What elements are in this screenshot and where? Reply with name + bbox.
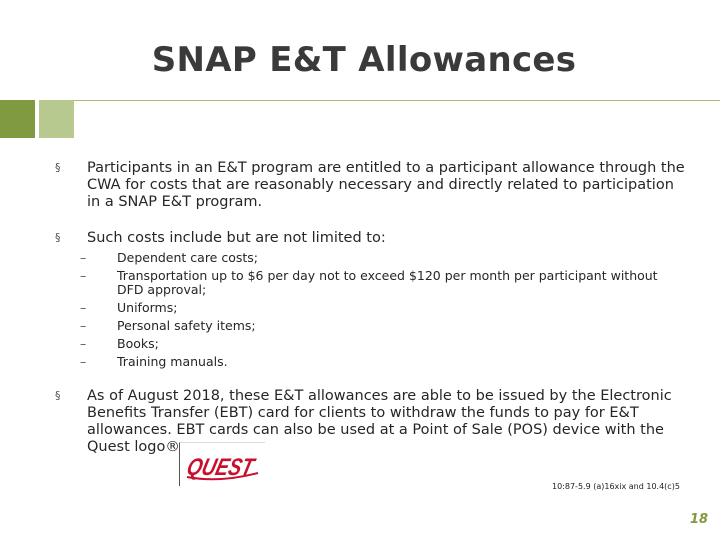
list-item bbox=[80, 317, 680, 335]
citation: 10:87-5.9 (a)16xix and 10.4(c)5 bbox=[552, 482, 680, 491]
accent-square-light bbox=[39, 100, 74, 138]
list-item-text: Training manuals. bbox=[117, 354, 228, 369]
list-item bbox=[80, 267, 680, 299]
list-item bbox=[80, 299, 680, 317]
list-item bbox=[80, 335, 680, 353]
bullet-icon: § bbox=[55, 389, 61, 402]
list-item-text: Dependent care costs; bbox=[117, 250, 259, 265]
dash-icon: – bbox=[80, 268, 87, 283]
list-item-text: Books; bbox=[117, 336, 159, 351]
dash-icon: – bbox=[80, 250, 87, 265]
list-item-text: Uniforms; bbox=[117, 300, 178, 315]
header-divider-line bbox=[74, 100, 720, 101]
page-number: 18 bbox=[690, 512, 709, 527]
bullet-icon: § bbox=[55, 161, 61, 174]
bullet-text-1: Participants in an E&T program are entitled to a participant allowance through the CWA for costs that are reasonably necessary and directly related to participation in a SNAP E&T program. bbox=[87, 160, 685, 210]
bullet-icon: § bbox=[55, 231, 61, 244]
list-item bbox=[80, 353, 680, 371]
dash-icon: – bbox=[80, 354, 87, 369]
sub-list bbox=[80, 249, 680, 371]
slide-title: SNAP E&T Allowances bbox=[151, 40, 577, 80]
bullet-text-2: Such costs include but are not limited to: bbox=[87, 230, 386, 246]
list-item bbox=[80, 249, 680, 267]
quest-logo bbox=[179, 442, 274, 486]
dash-icon: – bbox=[80, 336, 87, 351]
list-item-text: Transportation up to $6 per day not to exceed $120 per month per participant without DFD approval; bbox=[117, 268, 658, 297]
bullet-text-3: As of August 2018, these E&T allowances are able to be issued by the Electronic Benefits Transfer (EBT) card for clients to withdraw the funds to pay for E&T allowances. EBT cards can also be used at a Point of Sale (POS) device with the Quest logo® bbox=[87, 388, 672, 455]
accent-square-dark bbox=[0, 100, 35, 138]
dash-icon: – bbox=[80, 318, 87, 333]
quest-logo-icon bbox=[180, 443, 274, 485]
dash-icon: – bbox=[80, 300, 87, 315]
svg-text:QUEST: QUEST bbox=[184, 454, 274, 481]
list-item-text: Personal safety items; bbox=[117, 318, 256, 333]
